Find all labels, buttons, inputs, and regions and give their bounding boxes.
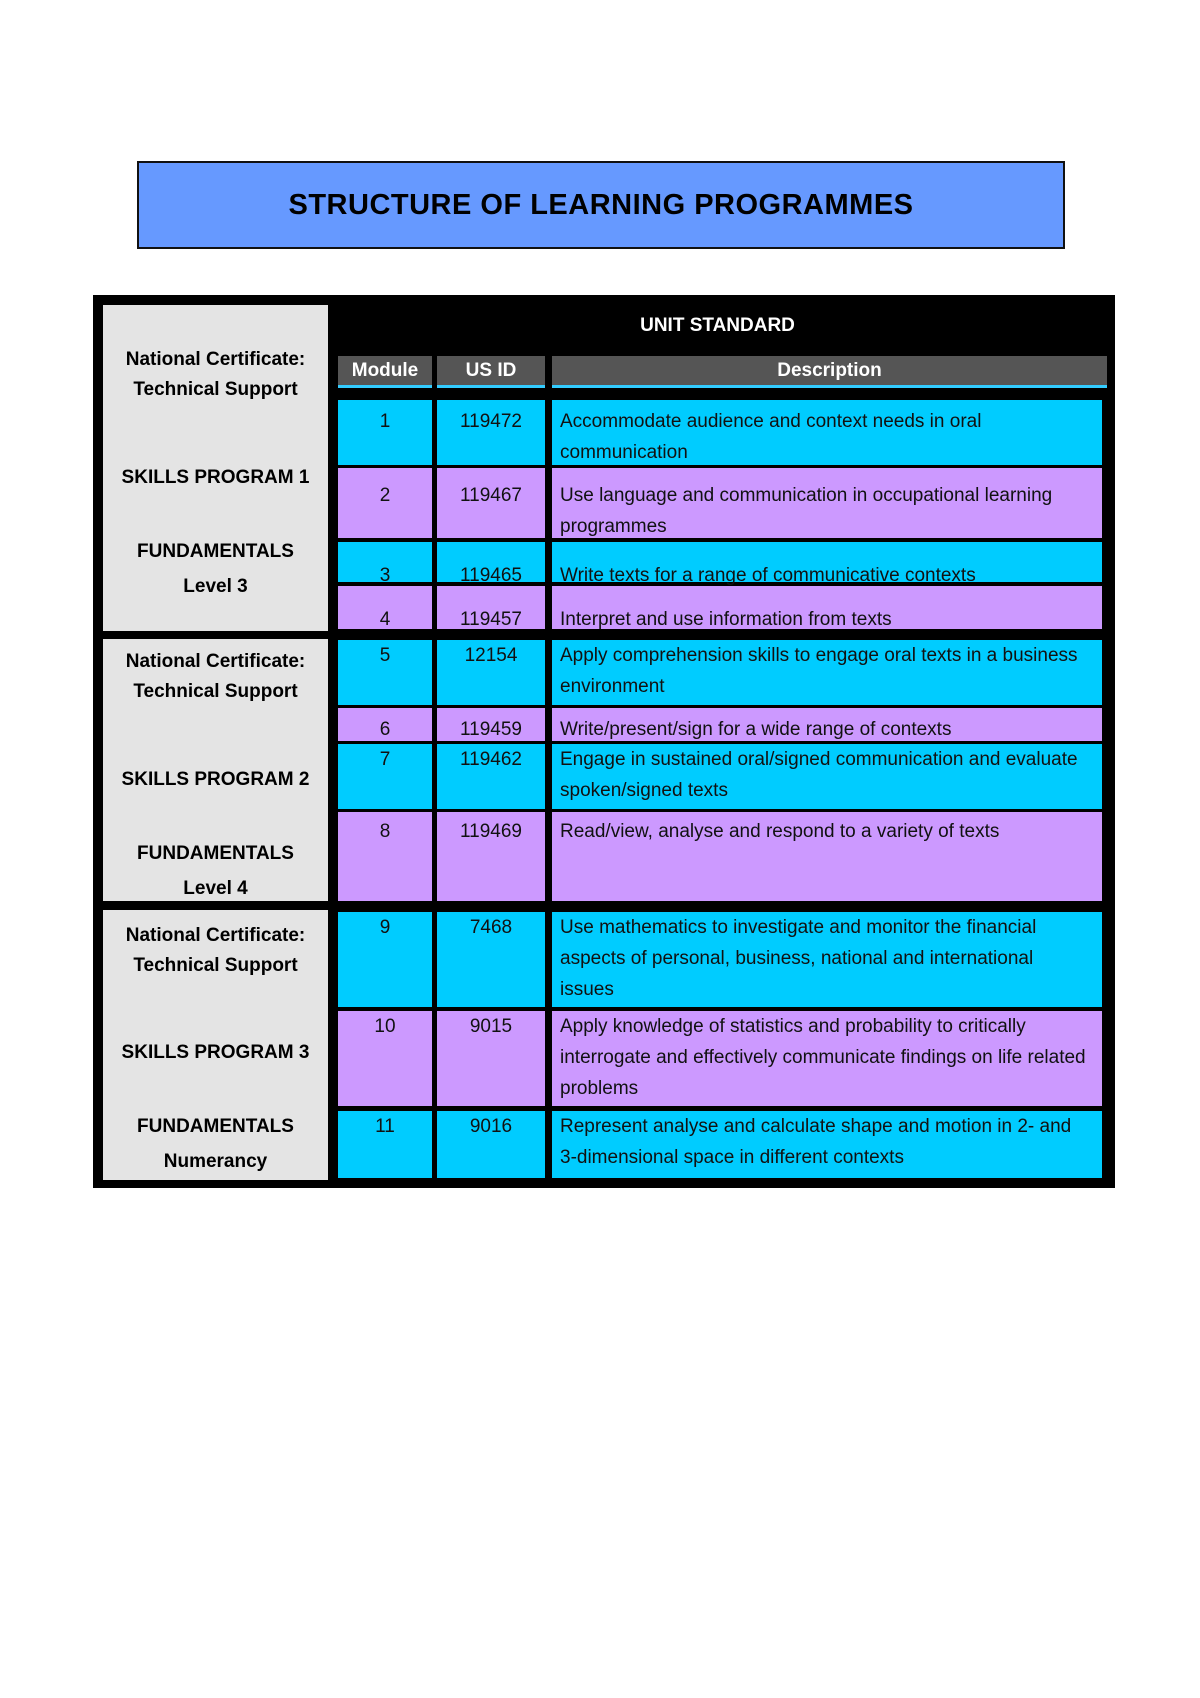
certificate-line-2: Technical Support bbox=[133, 681, 298, 702]
description-cell: Apply knowledge of statistics and probability to critically interrogate and effectively communicate findings on life related problems bbox=[552, 1011, 1102, 1106]
us-id-cell: 119462 bbox=[437, 744, 545, 809]
module-cell: 4 bbox=[338, 586, 432, 629]
description-cell: Write texts for a range of communicative contexts bbox=[552, 542, 1102, 582]
column-header-us-id: US ID bbox=[437, 356, 545, 388]
module-cell: 8 bbox=[338, 812, 432, 901]
module-cell: 11 bbox=[338, 1111, 432, 1178]
level-label: Numerancy bbox=[163, 1151, 268, 1172]
level-label: Level 4 bbox=[183, 878, 248, 899]
module-cell: 2 bbox=[338, 468, 432, 538]
description-cell: Use language and communication in occupational learning programmes bbox=[552, 468, 1102, 538]
description-cell: Accommodate audience and context needs in oral communication bbox=[552, 400, 1102, 465]
certificate-line-2: Technical Support bbox=[133, 955, 298, 976]
us-id-cell: 119472 bbox=[437, 400, 545, 465]
page-title-banner bbox=[137, 161, 1065, 249]
us-id-cell: 9016 bbox=[437, 1111, 545, 1178]
skills-program-label: SKILLS PROGRAM 3 bbox=[121, 1042, 310, 1063]
us-id-cell: 119469 bbox=[437, 812, 545, 901]
module-cell: 6 bbox=[338, 708, 432, 741]
description-cell: Use mathematics to investigate and monitor the financial aspects of personal, business, national and international issues bbox=[552, 912, 1102, 1007]
skills-program-label: SKILLS PROGRAM 1 bbox=[121, 467, 310, 488]
description-cell: Engage in sustained oral/signed communication and evaluate spoken/signed texts bbox=[552, 744, 1102, 809]
us-id-cell: 7468 bbox=[437, 912, 545, 1007]
page-title: STRUCTURE OF LEARNING PROGRAMMES bbox=[288, 188, 914, 221]
fundamentals-label: FUNDAMENTALS bbox=[137, 541, 294, 562]
level-label: Level 3 bbox=[183, 576, 248, 597]
us-id-cell: 119457 bbox=[437, 586, 545, 629]
module-cell: 10 bbox=[338, 1011, 432, 1106]
description-cell: Represent analyse and calculate shape and motion in 2- and 3-dimensional space in different contexts bbox=[552, 1111, 1102, 1178]
unit-standard-label: UNIT STANDARD bbox=[640, 314, 795, 336]
fundamentals-label: FUNDAMENTALS bbox=[137, 1116, 294, 1137]
module-cell: 5 bbox=[338, 640, 432, 705]
module-cell: 7 bbox=[338, 744, 432, 809]
module-cell: 1 bbox=[338, 400, 432, 465]
us-id-cell: 12154 bbox=[437, 640, 545, 705]
description-cell: Interpret and use information from texts bbox=[552, 586, 1102, 629]
module-cell: 3 bbox=[338, 542, 432, 582]
skills-program-label: SKILLS PROGRAM 2 bbox=[121, 769, 310, 790]
certificate-line-2: Technical Support bbox=[133, 379, 298, 400]
certificate-line-1: National Certificate: bbox=[125, 651, 306, 672]
unit-standard-header bbox=[328, 303, 1107, 348]
fundamentals-label: FUNDAMENTALS bbox=[137, 843, 294, 864]
certificate-line-1: National Certificate: bbox=[125, 925, 306, 946]
description-cell: Apply comprehension skills to engage oral texts in a business environment bbox=[552, 640, 1102, 705]
column-header-module: Module bbox=[338, 356, 432, 388]
us-id-cell: 9015 bbox=[437, 1011, 545, 1106]
certificate-line-1: National Certificate: bbox=[125, 349, 306, 370]
us-id-cell: 119465 bbox=[437, 542, 545, 582]
program-panel-2 bbox=[103, 639, 328, 901]
description-cell: Read/view, analyse and respond to a variety of texts bbox=[552, 812, 1102, 901]
module-cell: 9 bbox=[338, 912, 432, 1007]
column-header-description: Description bbox=[552, 356, 1107, 388]
us-id-cell: 119467 bbox=[437, 468, 545, 538]
description-cell: Write/present/sign for a wide range of contexts bbox=[552, 708, 1102, 741]
us-id-cell: 119459 bbox=[437, 708, 545, 741]
program-panel-3 bbox=[103, 910, 328, 1180]
program-panel-1 bbox=[103, 305, 328, 631]
